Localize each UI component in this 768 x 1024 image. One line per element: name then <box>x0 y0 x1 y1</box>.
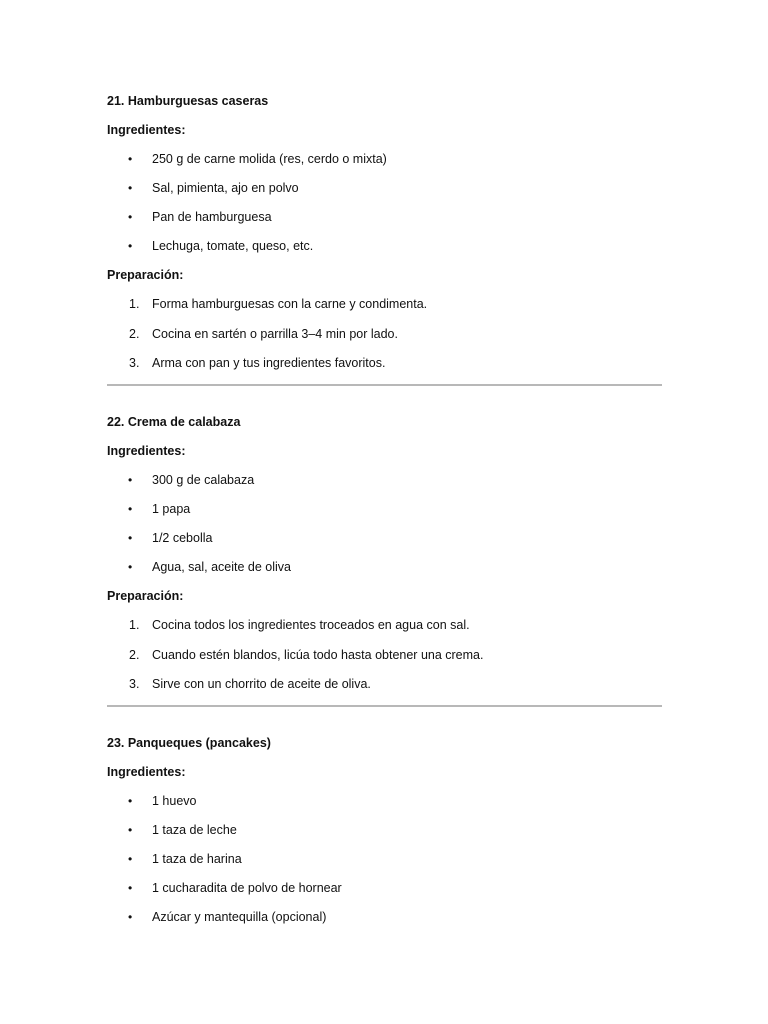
ingredient-text: 300 g de calabaza <box>152 473 255 487</box>
bullet-icon: • <box>128 881 133 895</box>
step-number: 1. <box>129 618 140 632</box>
step-number: 1. <box>129 297 140 311</box>
bullet-icon: • <box>128 152 133 166</box>
recipe-title: 21. Hamburguesas caseras <box>107 94 269 108</box>
list-item <box>107 353 662 373</box>
step-text: Arma con pan y tus ingredientes favoritos. <box>152 356 386 370</box>
steps-list <box>107 294 662 373</box>
list-item <box>107 528 662 557</box>
list-item <box>107 878 662 907</box>
step-text: Forma hamburguesas con la carne y condimenta. <box>152 297 428 311</box>
step-number: 3. <box>129 356 140 370</box>
ingredients-label: Ingredientes: <box>107 765 186 779</box>
ingredient-text: Sal, pimienta, ajo en polvo <box>152 181 299 195</box>
bullet-icon: • <box>128 502 133 516</box>
step-text: Sirve con un chorrito de aceite de oliva. <box>152 677 371 691</box>
ingredient-text: 1 cucharadita de polvo de hornear <box>152 881 342 895</box>
ingredient-text: 1 papa <box>152 502 191 516</box>
ingredients-label: Ingredientes: <box>107 444 186 458</box>
bullet-icon: • <box>128 531 133 545</box>
step-text: Cuando estén blandos, licúa todo hasta obtener una crema. <box>152 647 484 662</box>
bullet-icon: • <box>128 794 133 808</box>
ingredient-text: 1 taza de harina <box>152 852 242 866</box>
ingredients-list <box>107 791 662 936</box>
recipe-crema-de-calabaza <box>107 412 662 694</box>
bullet-icon: • <box>128 910 133 924</box>
steps-list <box>107 615 662 694</box>
list-item <box>107 907 662 936</box>
list-item <box>107 645 662 675</box>
bullet-icon: • <box>128 852 133 866</box>
list-item <box>107 149 662 178</box>
ingredients-label: Ingredientes: <box>107 123 186 137</box>
ingredient-text: Agua, sal, aceite de oliva <box>152 560 291 574</box>
list-item <box>107 674 662 694</box>
list-item <box>107 207 662 236</box>
ingredient-text: Lechuga, tomate, queso, etc. <box>152 239 314 253</box>
recipe-title: 23. Panqueques (pancakes) <box>107 736 271 750</box>
ingredient-text: Pan de hamburguesa <box>152 210 272 224</box>
list-item <box>107 791 662 820</box>
ingredients-list <box>107 149 662 265</box>
list-item <box>107 470 662 499</box>
recipe-panqueques <box>107 733 662 936</box>
bullet-icon: • <box>128 210 133 224</box>
step-number: 3. <box>129 677 140 691</box>
bullet-icon: • <box>128 239 133 253</box>
ingredient-text: 250 g de carne molida (res, cerdo o mixta) <box>152 152 387 166</box>
ingredient-text: 1 huevo <box>152 794 197 808</box>
step-text: Cocina en sartén o parrilla 3–4 min por lado. <box>152 326 398 341</box>
list-item <box>107 294 662 324</box>
recipe-hamburguesas <box>107 91 662 373</box>
list-item <box>107 324 662 354</box>
document-page <box>107 91 662 936</box>
ingredients-list <box>107 470 662 586</box>
step-number: 2. <box>129 326 140 341</box>
list-item <box>107 178 662 207</box>
list-item <box>107 499 662 528</box>
step-text: Cocina todos los ingredientes troceados en agua con sal. <box>152 618 470 632</box>
ingredient-text: Azúcar y mantequilla (opcional) <box>152 910 327 924</box>
recipe-title: 22. Crema de calabaza <box>107 415 241 429</box>
ingredient-text: 1 taza de leche <box>152 823 237 837</box>
list-item <box>107 615 662 645</box>
step-number: 2. <box>129 647 140 662</box>
bullet-icon: • <box>128 181 133 195</box>
bullet-icon: • <box>128 560 133 574</box>
list-item <box>107 236 662 265</box>
list-item <box>107 820 662 849</box>
list-item <box>107 849 662 878</box>
list-item <box>107 557 662 586</box>
preparation-label: Preparación: <box>107 268 184 282</box>
ingredient-text: 1/2 cebolla <box>152 531 213 545</box>
bullet-icon: • <box>128 473 133 487</box>
preparation-label: Preparación: <box>107 589 184 603</box>
bullet-icon: • <box>128 823 133 837</box>
